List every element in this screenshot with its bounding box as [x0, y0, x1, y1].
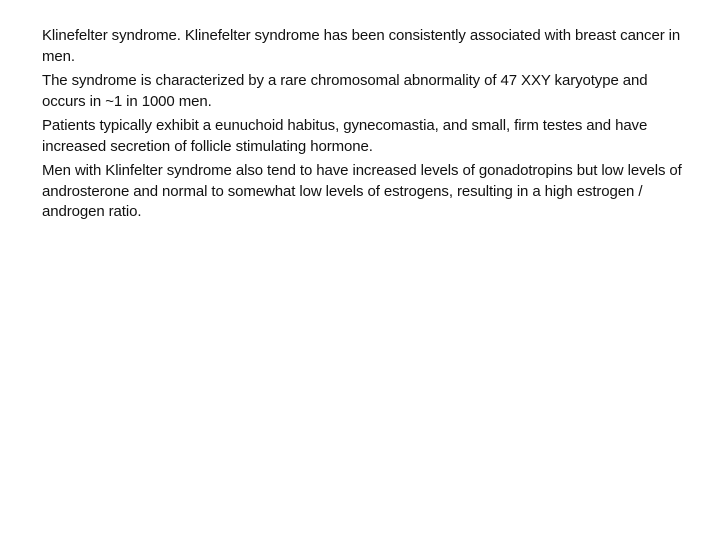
paragraph-symptoms: Patients typically exhibit a eunuchoid habitus, gynecomastia, and small, firm testes and have increased secretion of follicle stimulating hormone.	[42, 117, 648, 155]
paragraph-karyotype: The syndrome is characterized by a rare chromosomal abnormality of 47 XXY karyotype and occurs in ~1 in 1000 men.	[42, 72, 648, 110]
paragraph-hormone-levels: Men with Klinfelter syndrome also tend to have increased levels of gonadotropins but low levels of androsterone and normal to somewhat low levels of estrogens, resulting in a high estrogen / androgen ratio.	[42, 162, 682, 220]
paragraph-klinefelter-intro: Klinefelter syndrome. Klinefelter syndrome has been consistently associated with breast cancer in men.	[42, 27, 681, 65]
slide-text-body	[42, 26, 682, 227]
